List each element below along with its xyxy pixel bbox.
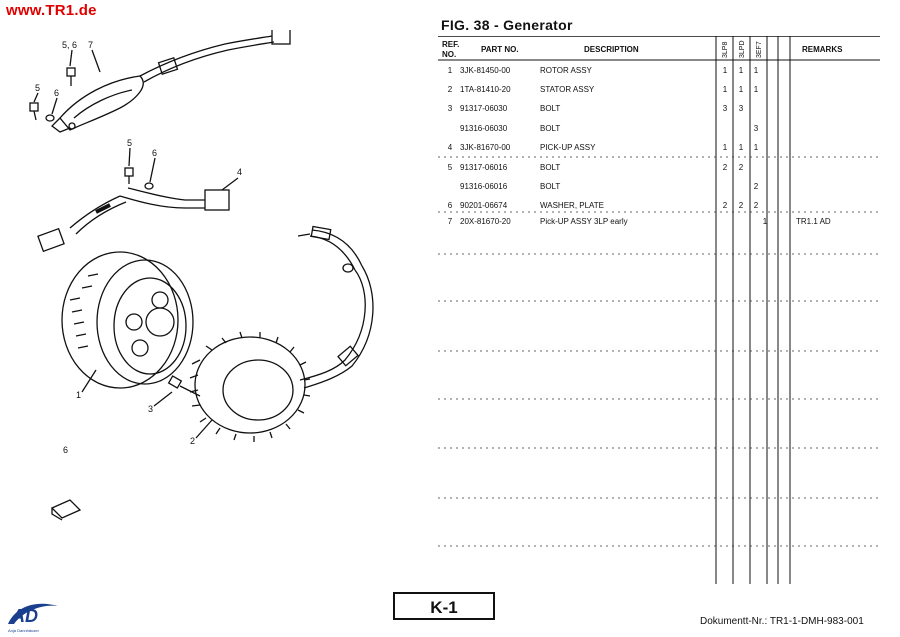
callout-7: 7 (88, 40, 94, 50)
page-label: K-1 (393, 592, 495, 620)
cell-qty-3lp8: 2 (722, 201, 728, 210)
pickup-assy-4-drawing (38, 168, 229, 251)
col-header-ref: NO. (442, 50, 457, 59)
col-header-description: DESCRIPTION (584, 45, 639, 54)
site-url[interactable]: www.TR1.de (6, 2, 97, 19)
cell-qty-3lpd: 1 (738, 66, 744, 75)
cell-qty-3lp8: 1 (722, 66, 728, 75)
cell-ref: 3 (447, 104, 453, 113)
cell-qty-3ef7: 3 (753, 124, 759, 133)
callout-4: 4 (237, 167, 243, 177)
publisher-logo (6, 600, 66, 634)
cell-part-no: 91316-06016 (460, 182, 508, 191)
cell-part-no: 91317-06016 (460, 163, 508, 172)
cell-ref: 2 (447, 85, 453, 94)
stator-drawing (190, 227, 373, 442)
table-row (448, 143, 759, 152)
cell-part-no: 3JK-81670-00 (460, 143, 511, 152)
cell-part-no: 91317-06030 (460, 104, 508, 113)
callout-6: 6 (63, 445, 69, 455)
col-header-remarks: REMARKS (802, 45, 843, 54)
cell-description: BOLT (540, 163, 561, 172)
cell-qty-3lpd: 1 (738, 85, 744, 94)
cell-remarks: TR1.1 AD (796, 217, 831, 226)
table-row (448, 66, 759, 75)
cell-ref: 6 (447, 201, 453, 210)
exploded-parts-diagram (0, 30, 420, 530)
cell-description: WASHER, PLATE (540, 201, 605, 210)
logo-subtext: Anja Dannhäuser (8, 628, 39, 633)
cell-description: ROTOR ASSY (540, 66, 592, 75)
cell-ref: 5 (447, 163, 453, 172)
cell-part-no: 20X-81670-20 (460, 217, 511, 226)
cell-qty-3lp8: 1 (722, 143, 728, 152)
cell-ref: 1 (447, 66, 453, 75)
table-row (448, 104, 744, 113)
cell-qty-3lpd: 2 (738, 201, 744, 210)
figure-title: FIG. 38 - Generator (441, 17, 573, 33)
rotor-drawing (62, 252, 193, 388)
callout-5: 5 (127, 138, 133, 148)
cell-qty-3lpd: 1 (738, 143, 744, 152)
cell-ref: 7 (447, 217, 453, 226)
cell-description: BOLT (540, 124, 561, 133)
table-row (448, 163, 744, 172)
callout-5: 5 (35, 83, 41, 93)
cell-description: BOLT (540, 182, 561, 191)
callout-2: 2 (190, 436, 196, 446)
col-header-model: 3EF7 (756, 41, 763, 58)
document-number: Dokumentt-Nr.: TR1-1-DMH-983-001 (700, 616, 864, 627)
cell-qty-3lp8: 2 (722, 163, 728, 172)
cell-ref: 4 (447, 143, 453, 152)
cell-description: PICK-UP ASSY (540, 143, 596, 152)
cell-qty-3ef7: 2 (753, 201, 759, 210)
callout-1: 1 (76, 390, 82, 400)
logo-text: AD (12, 606, 38, 626)
callout-6: 6 (54, 88, 60, 98)
table-row (460, 182, 759, 191)
cell-part-no: 3JK-81450-00 (460, 66, 511, 75)
col-header-ref: REF. (442, 40, 460, 49)
cell-qty-3ef7: 1 (753, 143, 759, 152)
cell-qty-3lp8: 1 (722, 85, 728, 94)
washer-plate-6-drawing (52, 500, 80, 520)
table-row (448, 201, 759, 210)
table-row (448, 217, 831, 226)
cell-qty-3ef7: 1 (753, 66, 759, 75)
table-row (448, 85, 759, 94)
cell-description: STATOR ASSY (540, 85, 595, 94)
cell-qty-3ef7: 1 (753, 85, 759, 94)
cell-description: Pick-UP ASSY 3LP early (540, 217, 628, 226)
cell-part-no: 90201-06674 (460, 201, 508, 210)
cell-qty-extra: 1 (762, 217, 768, 226)
cell-qty-3ef7: 2 (753, 182, 759, 191)
cell-part-no: 91316-06030 (460, 124, 508, 133)
cell-description: BOLT (540, 104, 561, 113)
parts-table (438, 36, 880, 586)
cell-qty-3lpd: 3 (738, 104, 744, 113)
callout-5-6: 5, 6 (62, 40, 78, 50)
col-header-model: 3LPD (739, 40, 746, 58)
cell-qty-3lpd: 2 (738, 163, 744, 172)
col-header-part-no: PART NO. (481, 45, 519, 54)
callout-3: 3 (148, 404, 154, 414)
washer-6-top (46, 115, 54, 121)
cell-part-no: 1TA-81410-20 (460, 85, 511, 94)
table-row (460, 124, 759, 133)
col-header-model: 3LP8 (722, 41, 729, 58)
cell-qty-3lp8: 3 (722, 104, 728, 113)
table-body (448, 66, 831, 226)
callout-6: 6 (152, 148, 158, 158)
